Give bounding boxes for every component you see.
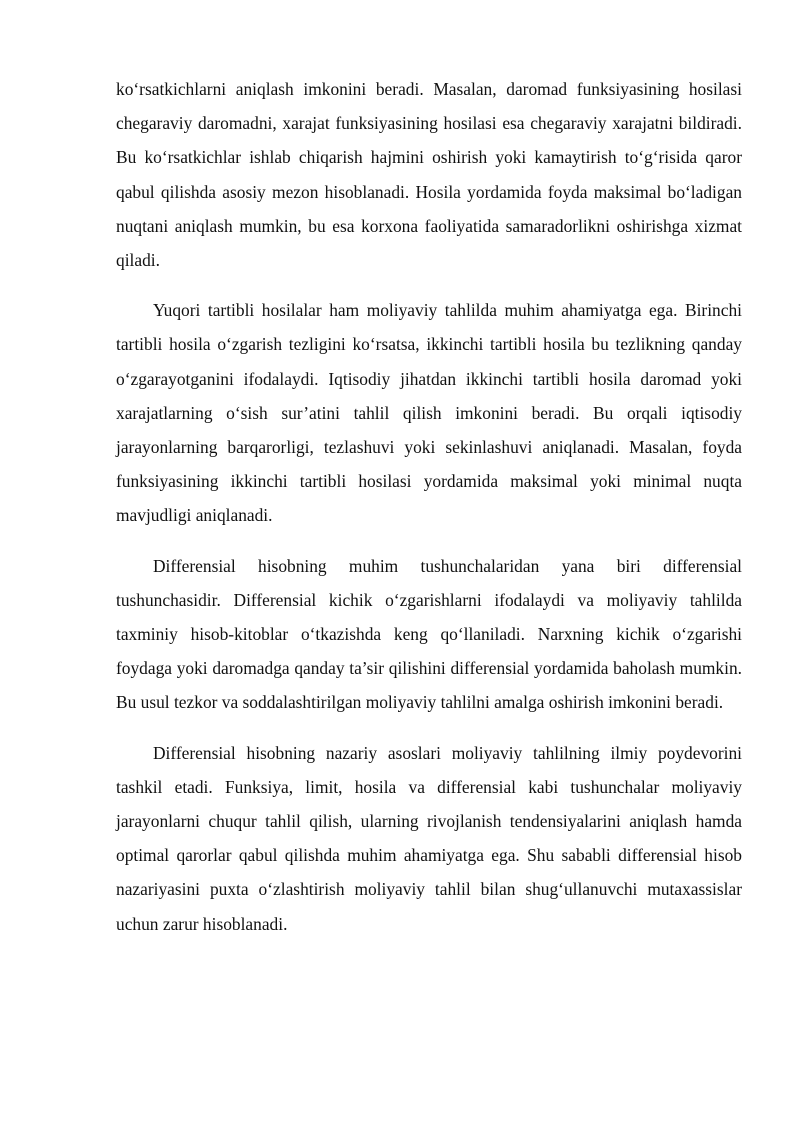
paragraph-1: ko‘rsatkichlarni aniqlash imkonini beradi. Masalan, daromad funksiyasining hosilasi chegaraviy daromadni, xarajat funksiyasining hosilasi esa chegaraviy xarajatni bildiradi. Bu ko‘rsatkichlar ishlab chiqarish hajmini oshirish yoki kamaytirish to‘g‘risida qaror qabul qilishda asosiy mezon hisoblanadi. Hosila yordamida foyda maksimal bo‘ladigan nuqtani aniqlash mumkin, bu esa korxona faoliyatida samaradorlikni oshirishga xizmat qiladi. — [116, 79, 742, 271]
paragraph-3: Differensial hisobning muhim tushunchalaridan yana biri differensial tushunchasidir. Differensial kichik o‘zgarishlarni ifodalaydi va moliyaviy tahlilda taxminiy hisob-kitoblar o‘tkazishda keng qo‘llaniladi. Narxning kichik o‘zgarishi foydaga yoki daromadga qanday ta’sir qilishini differensial yordamida baholash mumkin. Bu usul tezkor va soddalashtirilgan moliyaviy tahlilni amalga oshirish imkonini beradi. — [116, 555, 742, 713]
paragraph-4: Differensial hisobning nazariy asoslari moliyaviy tahlilning ilmiy poydevorini tashkil etadi. Funksiya, limit, hosila va differensial kabi tushunchalar moliyaviy jarayonlarni chuqur tahlil qilish, ularning rivojlanish tendensiyalarini aniqlash hamda optimal qarorlar qabul qilishda muhim ahamiyatga ega. Shu sababli differensial hisob nazariyasini puxta o‘zlashtirish moliyaviy tahlil bilan shug‘ullanuvchi mutaxassislar uchun zarur hisoblanadi. — [116, 742, 742, 934]
paragraph-2: Yuqori tartibli hosilalar ham moliyaviy tahlilda muhim ahamiyatga ega. Birinchi tartibli hosila o‘zgarish tezligini ko‘rsatsa, ikkinchi tartibli hosila bu tezlikning qanday o‘zgarayotganini ifodalaydi. Iqtisodiy jihatdan ikkinchi tartibli hosila daromad yoki xarajatlarning o‘sish sur’atini tahlil qilish imkonini beradi. Bu orqali iqtisodiy jarayonlarning barqarorligi, tezlashuvi yoki sekinlashuvi aniqlanadi. Masalan, foyda funksiyasining ikkinchi tartibli hosilasi yordamida maksimal yoki minimal nuqta mavjudligi aniqlanadi. — [116, 300, 742, 526]
document-body — [116, 72, 742, 957]
